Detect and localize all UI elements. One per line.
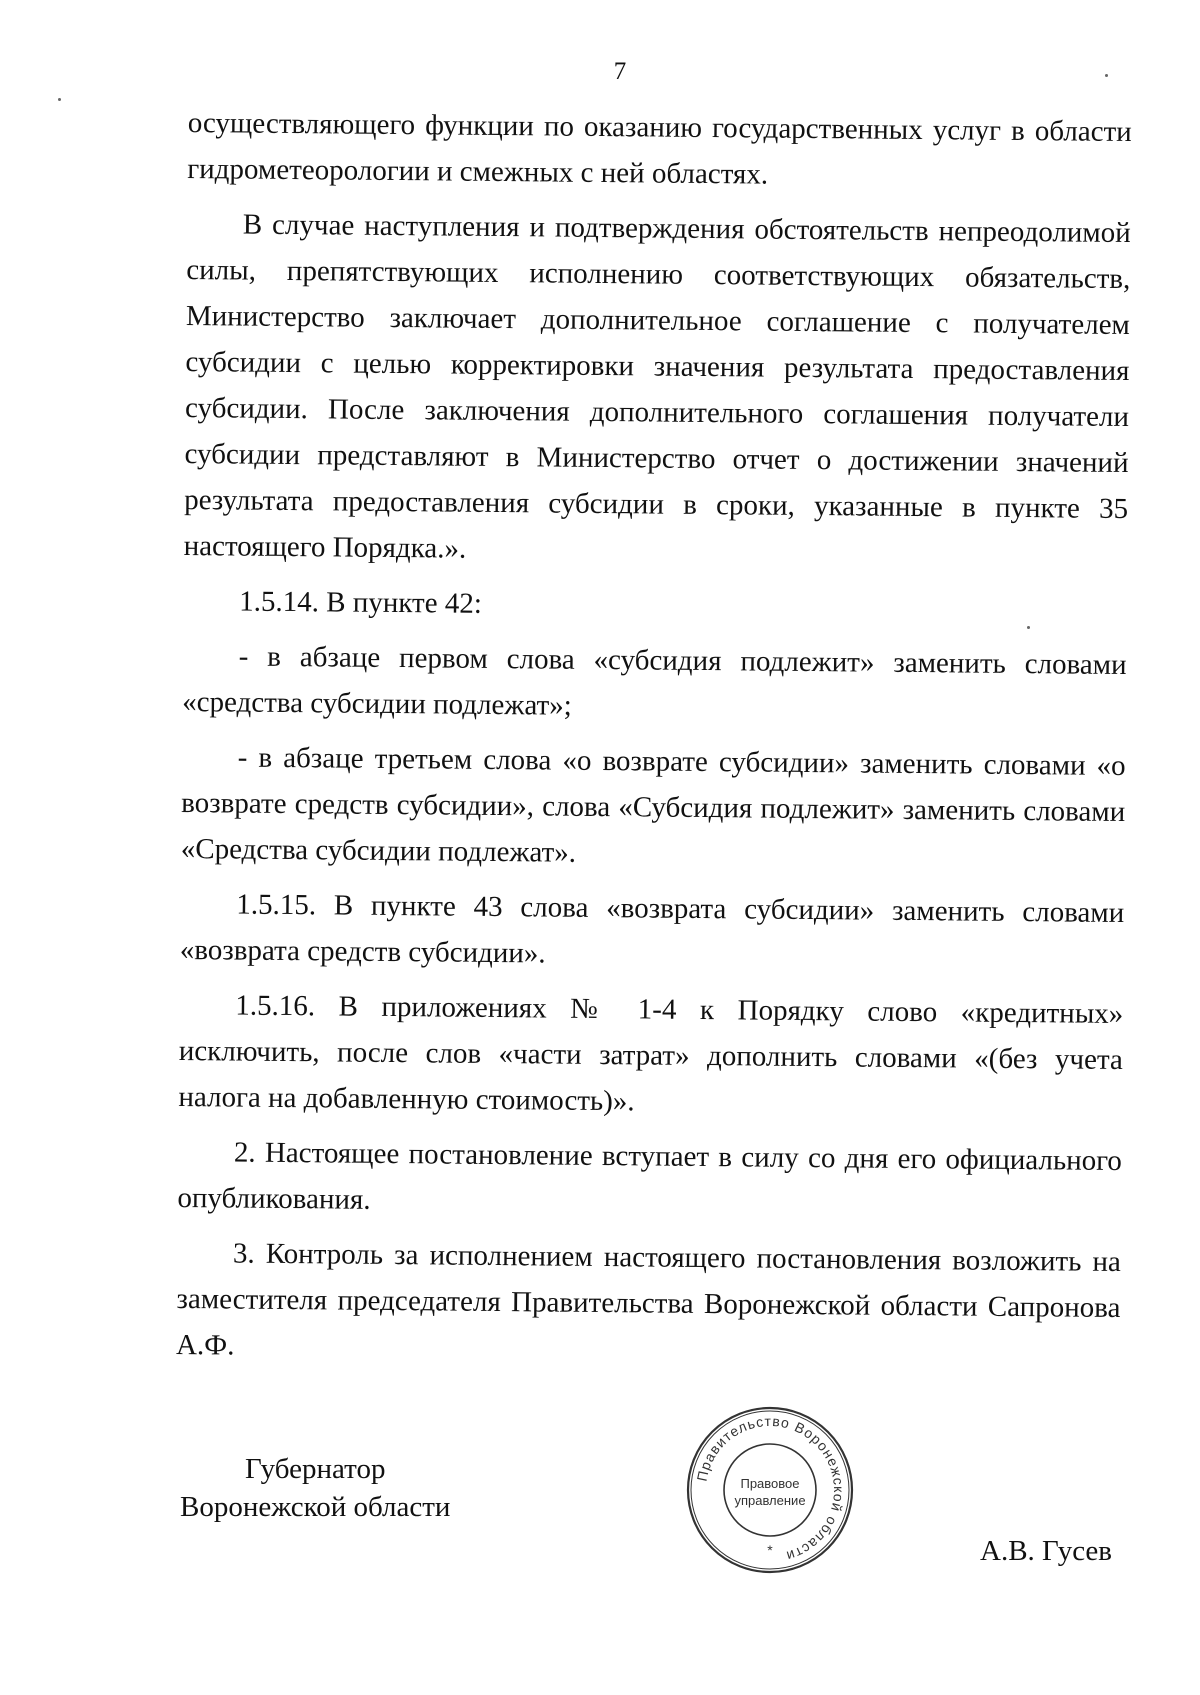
document-body (176, 100, 1132, 1377)
signer-name: А.В. Гусев (980, 1535, 1112, 1567)
signer-title-line2: Воронежской области (180, 1491, 451, 1523)
paragraph-3: 3. Контроль за исполнением настоящего постановления возложить на заместителя председателя Правительства Воронежской области Сапронова А.Ф. (175, 1237, 1122, 1362)
paragraph-2: 2. Настоящее постановление вступает в силу со дня его официального опубликования. (177, 1136, 1123, 1216)
paragraph-1-5-14-third: - в абзаце третьем слова «о возврате субсидии» заменить словами «о возврате средств субсидии», слова «Субсидия подлежит» заменить словами «Средства субсидии подлежат». (180, 741, 1126, 869)
paragraph-1-5-14: 1.5.14. В пункте 42: (239, 585, 483, 620)
signature-block (180, 1450, 450, 1526)
scan-speck (1105, 74, 1108, 77)
paragraph-continuation: осуществляющего функции по оказанию государственных услуг в области гидрометеорологии и смежных с ней областях. (187, 106, 1132, 191)
paragraph-1-5-15: 1.5.15. В пункте 43 слова «возврата субсидии» заменить словами «возврата средств субсидии». (179, 888, 1125, 970)
paragraph-force-majeure: В случае наступления и подтверждения обстоятельств непреодолимой силы, препятствующих исполнению соответствующих обязательств, Министерство заключает дополнительное соглашение с получателем субсидии с целью корректировки значения результата предоставления субсидии. После заключения дополнительного соглашения получатели субсидии представляют в Министерство отчет о достижении значений результата предоставления субсидии в сроки, указанные в пункте 35 настоящего Порядка.». (183, 208, 1131, 565)
stamp-inner-line1: Правовое (740, 1476, 800, 1491)
page-number: 7 (613, 58, 627, 85)
signer-title-line1: Губернатор (244, 1453, 386, 1485)
stamp-star: * (767, 1542, 773, 1558)
scan-speck (58, 98, 61, 101)
paragraph-1-5-14-first: - в абзаце первом слова «субсидия подлежит» заменить словами «средства субсидии подлежат»; (182, 640, 1127, 722)
paragraph-1-5-16: 1.5.16. В приложениях № 1-4 к Порядку слово «кредитных» исключить, после слов «части затрат» дополнить словами «(без учета налога на добавленную стоимость)». (178, 989, 1124, 1118)
scan-speck (1027, 626, 1030, 629)
official-stamp (685, 1405, 855, 1575)
stamp-outer-text: Правительство Воронежской области (693, 1412, 848, 1565)
stamp-inner-line2: управление (734, 1493, 806, 1508)
